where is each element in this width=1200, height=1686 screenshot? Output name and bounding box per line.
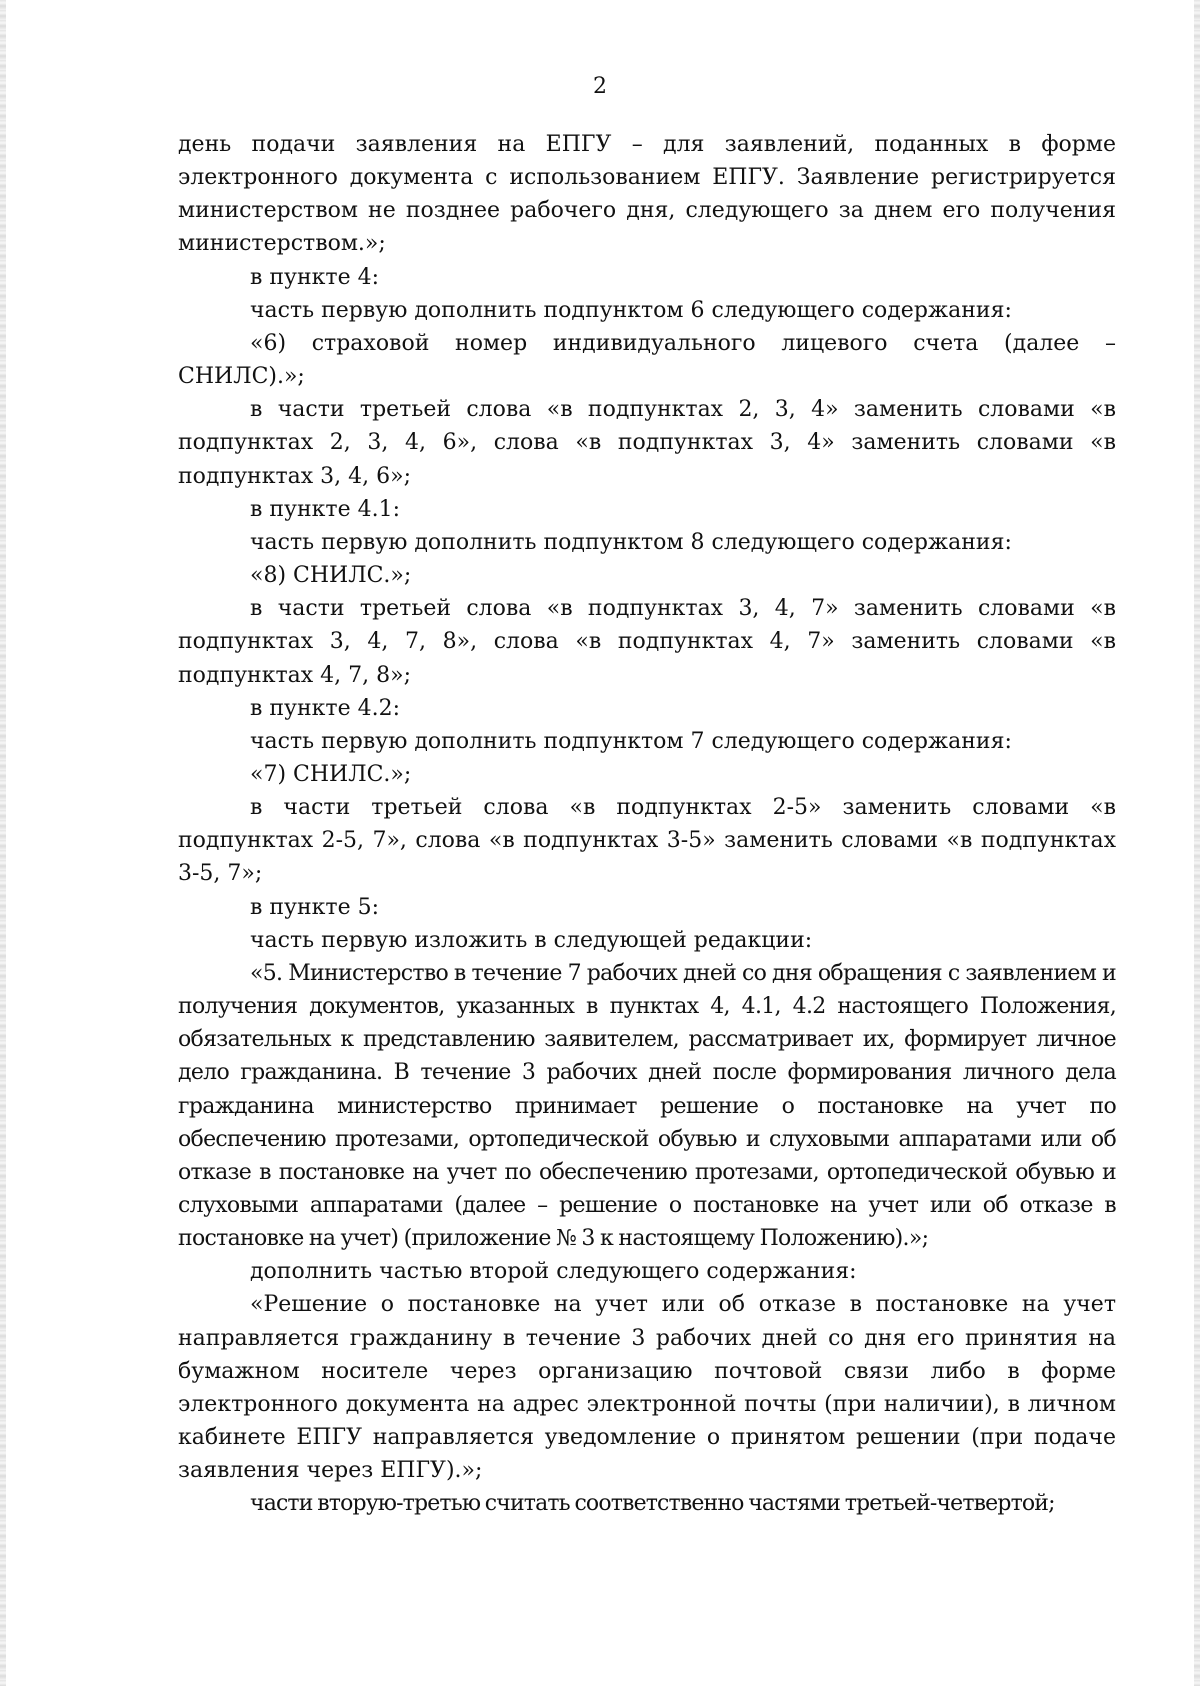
paragraph-point-5-heading: в пункте 5: xyxy=(250,894,379,920)
paragraph-point-4-1-part-3: в части третьей слова «в подпунктах 3, 4, 7» заменить словами «в подпунктах 3, 4, 7, 8», слова «в подпунктах 4, 7» заменить словами «в подпунктах 4, 7, 8»; xyxy=(178,596,1116,688)
paragraph-point-4-2-part-1: часть первую дополнить подпунктом 7 следующего содержания: xyxy=(250,728,1012,754)
scan-edge-right xyxy=(1194,0,1200,1686)
paragraph-point-4-part-3: в части третьей слова «в подпунктах 2, 3, 4» заменить словами «в подпунктах 2, 3, 4, 6», слова «в подпунктах 3, 4» заменить словами «в подпунктах 3, 4, 6»; xyxy=(178,397,1116,489)
paragraph-point-4-subpoint-6: «6) страховой номер индивидуального лицевого счета (далее – СНИЛС).»; xyxy=(178,330,1116,390)
paragraph-point-4-2-part-3: в части третьей слова «в подпунктах 2-5» заменить словами «в подпунктах 2-5, 7», слова «в подпунктах 3-5» заменить словами «в подпунктах 3-5, 7»; xyxy=(178,795,1116,887)
paragraph-point-5-part-2-text: «Решение о постановке на учет или об отказе в постановке на учет направляется гражданину в течение 3 рабочих дней со дня его принятия на бумажном носителе через организацию почтовой связи либо в форме электронного документа на адрес электронной почты (при наличии), в личном кабинете ЕПГУ направляется уведомление о принятом решении (при подаче заявления через ЕПГУ).»; xyxy=(178,1292,1116,1484)
paragraph-point-4-1-part-1: часть первую дополнить подпунктом 8 следующего содержания: xyxy=(250,529,1012,555)
paragraph-point-5-part-1-intro: часть первую изложить в следующей редакции: xyxy=(250,927,813,953)
page-number: 2 xyxy=(593,74,607,99)
paragraph-point-4-1-heading: в пункте 4.1: xyxy=(250,496,400,522)
paragraph-point-4-heading: в пункте 4: xyxy=(250,264,379,290)
paragraph-point-4-2-subpoint-7: «7) СНИЛС.»; xyxy=(250,761,412,787)
paragraph-point-4-2-heading: в пункте 4.2: xyxy=(250,695,400,721)
paragraph-point-4-1-subpoint-8: «8) СНИЛС.»; xyxy=(250,563,412,589)
paragraph-point-4-part-1: часть первую дополнить подпунктом 6 следующего содержания: xyxy=(250,297,1012,323)
paragraph-point-5-part-2-intro: дополнить частью второй следующего содержания: xyxy=(250,1259,857,1285)
scan-edge-left xyxy=(0,0,6,1686)
paragraph-renumber-parts: части вторую-третью считать соответственно частями третьей-четвертой; xyxy=(250,1491,1055,1517)
document-body xyxy=(178,128,1116,1521)
paragraph-continuation: день подачи заявления на ЕПГУ – для заявлений, поданных в форме электронного документа с использованием ЕПГУ. Заявление регистрируется министерством не позднее рабочего дня, следующего за днем его получения министерством.»; xyxy=(178,132,1116,257)
paragraph-point-5-new-text: «5. Министерство в течение 7 рабочих дней со дня обращения с заявлением и получения документов, указанных в пунктах 4, 4.1, 4.2 настоящего Положения, обязательных к представлению заявителем, рассматривает их, формирует личное дело гражданина. В течение 3 рабочих дней после формирования личного дела гражданина министерство принимает решение о постановке на учет по обеспечению протезами, ортопедической обувью и слуховыми аппаратами или об отказе в постановке на учет по обеспечению протезами, ортопедической обувью и слуховыми аппаратами (далее – решение о постановке на учет или об отказе в постановке на учет) (приложение № 3 к настоящему Положению).»; xyxy=(178,960,1116,1252)
